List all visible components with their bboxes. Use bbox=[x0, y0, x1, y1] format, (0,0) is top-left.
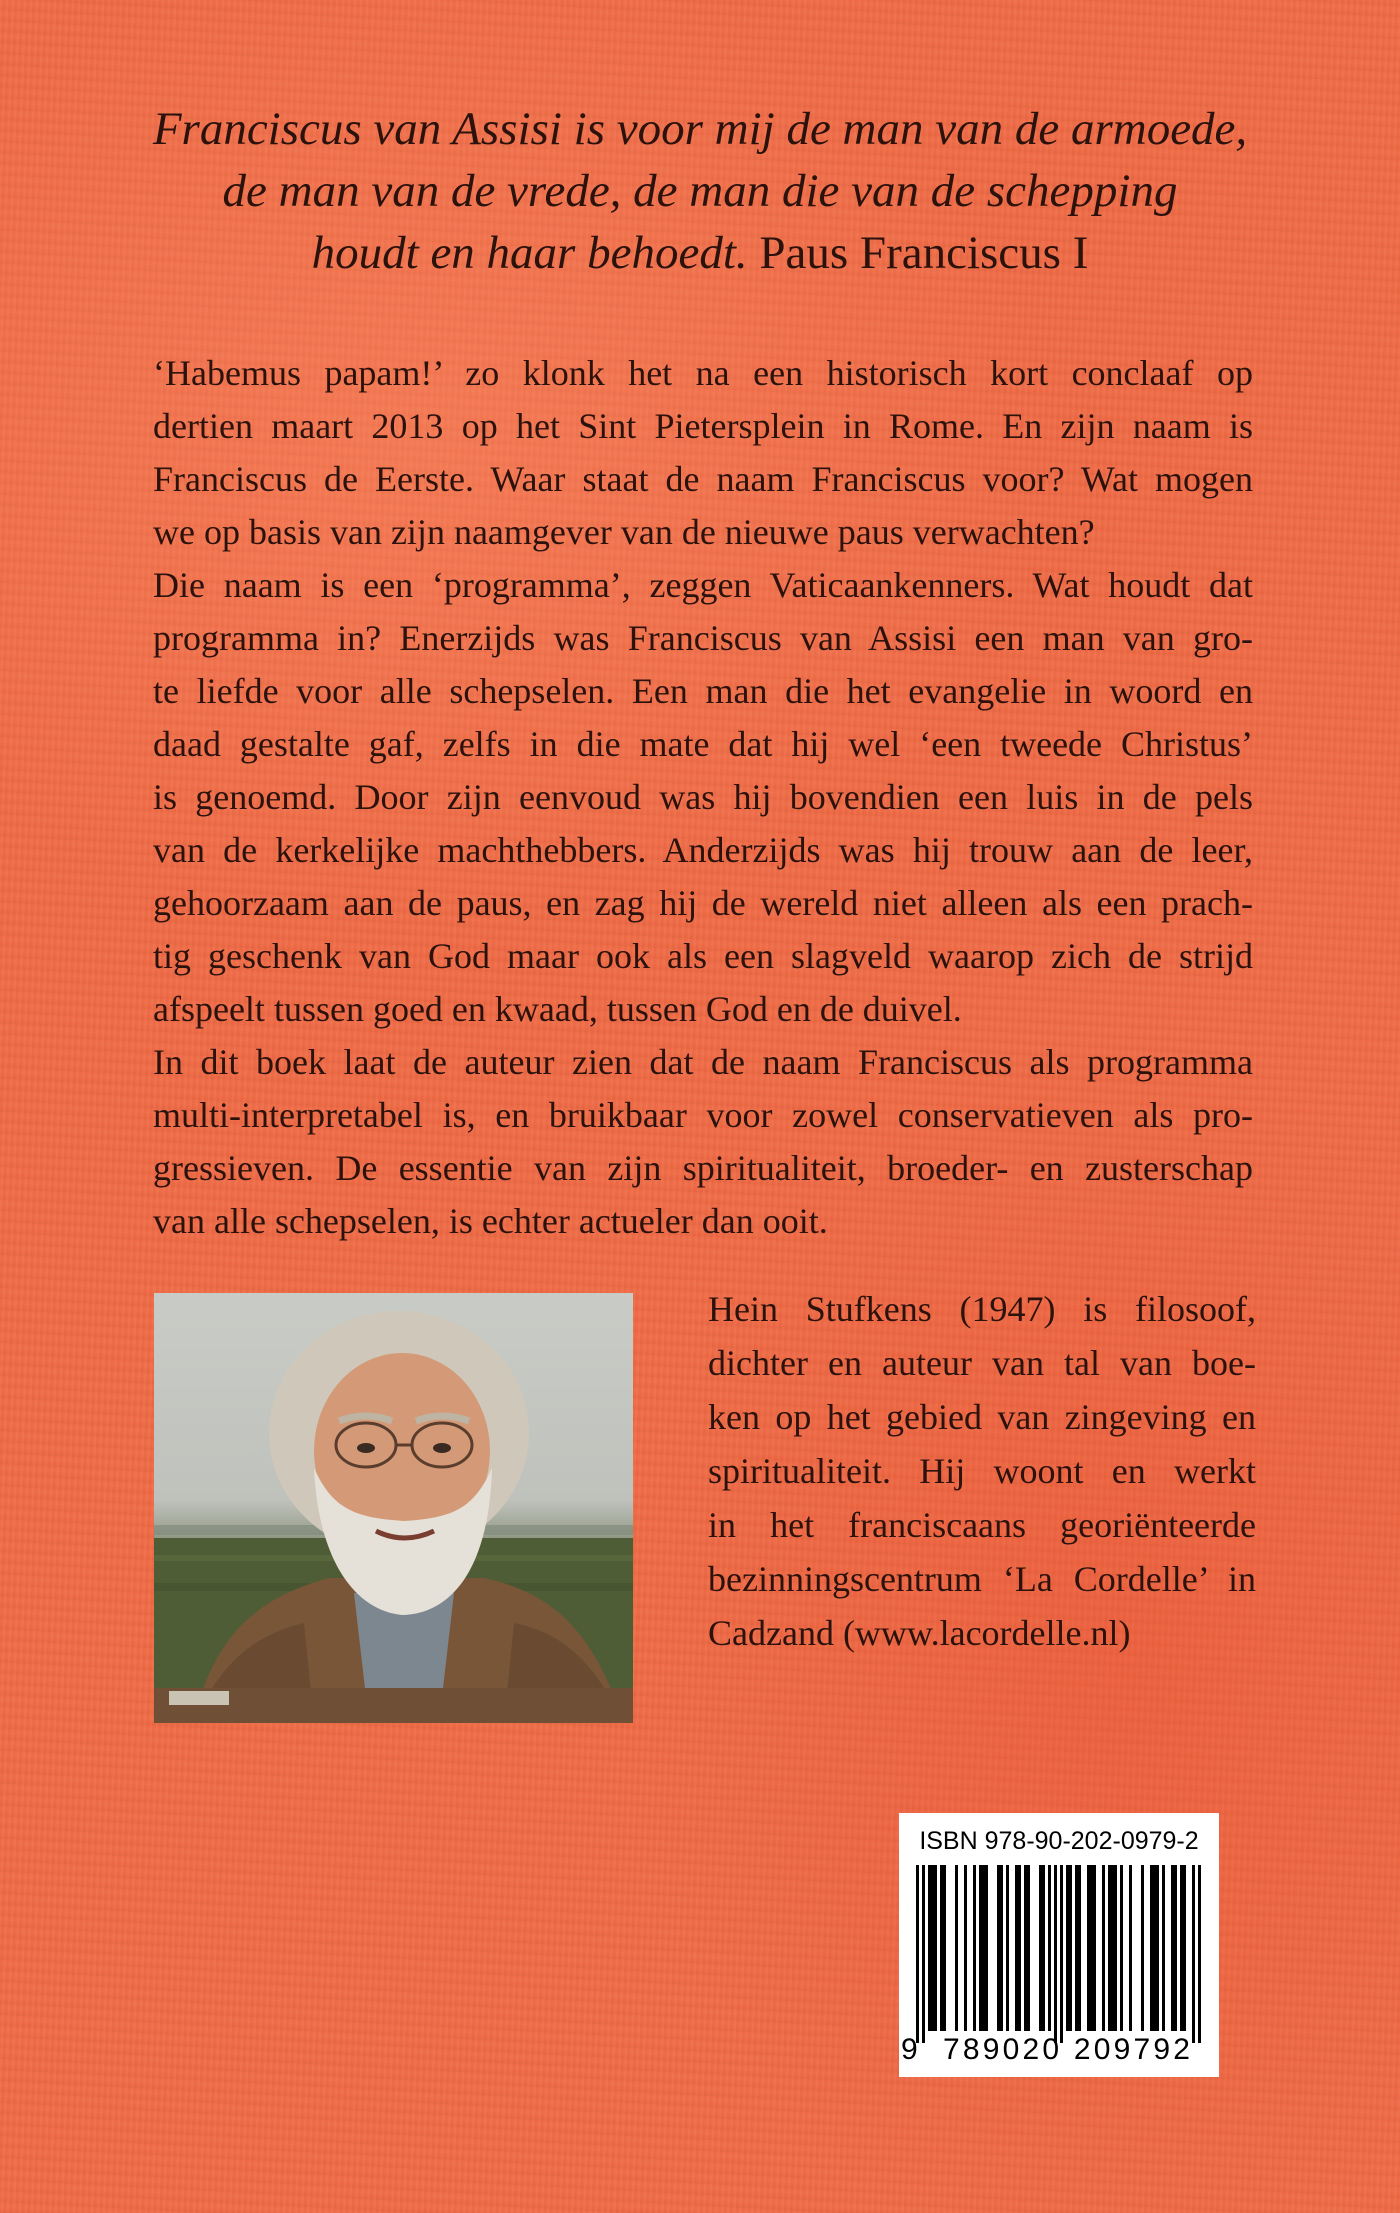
bio-line: Hein Stufkens (1947) is filosoof, bbox=[708, 1289, 1256, 1329]
barcode-bar bbox=[928, 1865, 931, 2031]
barcode-bar bbox=[1153, 1865, 1156, 2031]
barcode-bar bbox=[1192, 1865, 1195, 2043]
barcode-bar bbox=[985, 1865, 988, 2031]
barcode-bar bbox=[1066, 1865, 1069, 2031]
barcode-bar bbox=[1018, 1865, 1021, 2031]
barcode-bar bbox=[955, 1865, 958, 2031]
barcode-bar bbox=[979, 1865, 982, 2031]
blurb-line: gressieven. De essentie van zijn spiritualiteit, broeder- en zusterschap bbox=[153, 1148, 1253, 1188]
barcode-bar bbox=[1108, 1865, 1111, 2031]
barcode-bar bbox=[1075, 1865, 1078, 2031]
barcode-bar bbox=[1162, 1865, 1165, 2031]
barcode-bar bbox=[1129, 1865, 1132, 2031]
barcode-bar bbox=[1114, 1865, 1117, 2031]
blurb-line: ‘Habemus papam!’ zo klonk het na een historisch kort conclaaf op bbox=[153, 353, 1253, 393]
author-photo bbox=[154, 1293, 633, 1723]
barcode-bar bbox=[973, 1865, 976, 2031]
blurb-line: gehoorzaam aan de paus, en zag hij de wereld niet alleen als een prach- bbox=[153, 883, 1253, 923]
blurb-line: In dit boek laat de auteur zien dat de naam Franciscus als programma bbox=[153, 1042, 1253, 1082]
blurb-text bbox=[153, 347, 1253, 1248]
blurb-line: te liefde voor alle schepselen. Een man die het evangelie in woord en bbox=[153, 671, 1253, 711]
barcode-bar bbox=[1174, 1865, 1177, 2031]
barcode-bar bbox=[1048, 1865, 1051, 2031]
barcode-bar bbox=[1039, 1865, 1042, 2031]
barcode-bar bbox=[931, 1865, 934, 2031]
barcode-bar bbox=[1054, 1865, 1057, 2043]
barcode-bar bbox=[1042, 1865, 1045, 2031]
barcode-bar bbox=[1156, 1865, 1159, 2031]
barcode-bar bbox=[940, 1865, 943, 2031]
blurb-line: Die naam is een ‘programma’, zeggen Vaticaankenners. Wat houdt dat bbox=[153, 565, 1253, 605]
barcode-bars bbox=[911, 1865, 1207, 2043]
ean-first-digit: 9 bbox=[901, 2033, 918, 2066]
barcode-bar bbox=[1093, 1865, 1096, 2031]
barcode-bar bbox=[934, 1865, 937, 2031]
blurb-line: van alle schepselen, is echter actueler dan ooit. bbox=[153, 1201, 828, 1241]
epigraph-quote bbox=[110, 98, 1290, 284]
barcode-bar bbox=[922, 1865, 925, 2043]
barcode-bar bbox=[1024, 1865, 1027, 2031]
barcode-bar bbox=[1111, 1865, 1114, 2031]
blurb-line: Franciscus de Eerste. Waar staat de naam Franciscus voor? Wat mogen bbox=[153, 459, 1253, 499]
bio-line: Cadzand (www.lacordelle.nl) bbox=[708, 1613, 1131, 1653]
barcode-bar bbox=[1102, 1865, 1105, 2031]
barcode-bar bbox=[1120, 1865, 1123, 2031]
blurb-line: is genoemd. Door zijn eenvoud was hij bovendien een luis in de pels bbox=[153, 777, 1253, 817]
barcode-bar bbox=[1006, 1865, 1009, 2031]
bio-line: bezinningscentrum ‘La Cordelle’ in bbox=[708, 1559, 1256, 1599]
bio-line: ken op het gebied van zingeving en bbox=[708, 1397, 1256, 1437]
bio-line: dichter en auteur van tal van boe- bbox=[708, 1343, 1256, 1383]
blurb-line: daad gestalte gaf, zelfs in die mate dat hij wel ‘een tweede Christus’ bbox=[153, 724, 1253, 764]
barcode-bar bbox=[1069, 1865, 1072, 2031]
barcode-bar bbox=[1150, 1865, 1153, 2031]
barcode-bar bbox=[982, 1865, 985, 2031]
author-bio bbox=[708, 1282, 1256, 1660]
barcode-bar bbox=[1198, 1865, 1201, 2043]
barcode-bar bbox=[1027, 1865, 1030, 2031]
ean-remaining-digits: 789020 209792 bbox=[943, 2033, 1194, 2066]
blurb-line: programma in? Enerzijds was Franciscus van Assisi een man van gro- bbox=[153, 618, 1253, 658]
barcode-bar bbox=[1183, 1865, 1186, 2031]
bio-line: spiritualiteit. Hij woont en werkt bbox=[708, 1451, 1256, 1491]
barcode-bar bbox=[943, 1865, 946, 2031]
barcode-bar bbox=[1015, 1865, 1018, 2031]
quote-line-2: de man van de vrede, de man die van de schepping bbox=[222, 165, 1178, 217]
blurb-line: we op basis van zijn naamgever van de nieuwe paus verwachten? bbox=[153, 512, 1095, 552]
barcode-bar bbox=[1141, 1865, 1144, 2031]
blurb-line: van de kerkelijke machthebbers. Anderzijds was hij trouw aan de leer, bbox=[153, 830, 1253, 870]
blurb-line: tig geschenk van God maar ook als een slagveld waarop zich de strijd bbox=[153, 936, 1253, 976]
isbn-barcode bbox=[899, 1813, 1219, 2077]
quote-author: Paus Franciscus I bbox=[759, 227, 1089, 279]
barcode-bar bbox=[997, 1865, 1000, 2031]
barcode-bar bbox=[1090, 1865, 1093, 2031]
barcode-bar bbox=[964, 1865, 967, 2031]
barcode-bar bbox=[916, 1865, 919, 2043]
blurb-line: afspeelt tussen goed en kwaad, tussen God en de duivel. bbox=[153, 989, 962, 1029]
isbn-label: ISBN 978-90-202-0979-2 bbox=[919, 1827, 1199, 1855]
bio-line: in het franciscaans georiënteerde bbox=[708, 1505, 1256, 1545]
barcode-bar bbox=[1171, 1865, 1174, 2031]
barcode-bar bbox=[1087, 1865, 1090, 2031]
barcode-bar bbox=[1180, 1865, 1183, 2031]
quote-line-1: Franciscus van Assisi is voor mij de man van de armoede, bbox=[152, 103, 1248, 155]
blurb-line: dertien maart 2013 op het Sint Pietersplein in Rome. En zijn naam is bbox=[153, 406, 1253, 446]
quote-line-3: houdt en haar behoedt. Paus Franciscus I bbox=[311, 227, 1089, 279]
barcode-bar bbox=[1000, 1865, 1003, 2031]
barcode-bar bbox=[1060, 1865, 1063, 2043]
barcode-bar bbox=[1078, 1865, 1081, 2031]
blurb-line: multi-interpretabel is, en bruikbaar voor zowel conservatieven als pro- bbox=[153, 1095, 1253, 1135]
